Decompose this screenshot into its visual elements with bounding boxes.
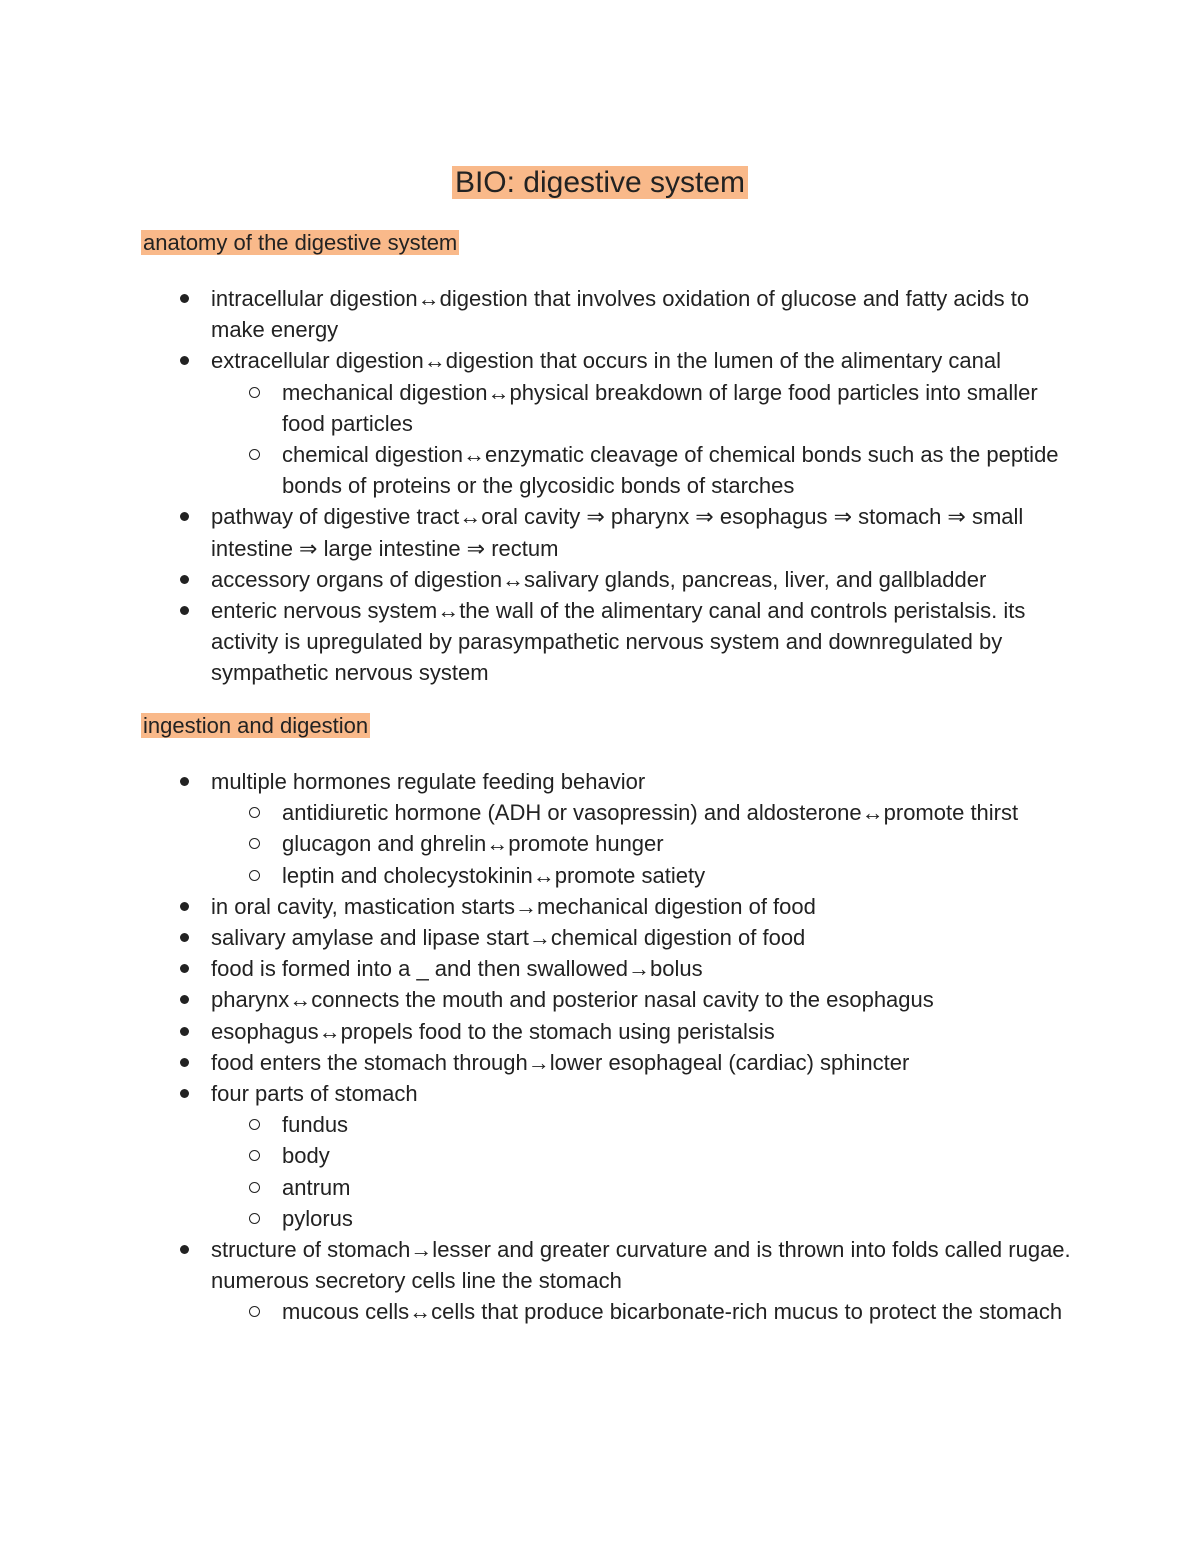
- bullet-icon: [180, 1027, 189, 1036]
- hollow-bullet-icon: [249, 807, 260, 818]
- list-item: [0, 564, 1071, 595]
- bullet-icon: [180, 294, 189, 303]
- sub-list-item: [0, 797, 1072, 828]
- list-item-text: intracellular digestion↔digestion that involves oxidation of glucose and fatty acids to make energy: [211, 286, 1030, 343]
- list-item-text: pathway of digestive tract↔oral cavity ⇒ pharynx ⇒ esophagus ⇒ stomach ⇒ small intestine ⇒ large intestine ⇒ rectum: [211, 504, 1024, 561]
- bullet-icon: [180, 1245, 189, 1254]
- list-item-text: esophagus↔propels food to the stomach using peristalsis: [211, 1018, 775, 1044]
- hollow-bullet-icon: [249, 1150, 260, 1161]
- section-heading-text: ingestion and digestion: [143, 713, 369, 738]
- list-item-text: enteric nervous system↔the wall of the alimentary canal and controls peristalsis. its activity is upregulated by parasympathetic nervous system and downregulated by sympathetic nervous system: [211, 598, 1026, 686]
- section-heading-anatomy: [141, 228, 459, 258]
- list-item-text: multiple hormones regulate feeding behavior: [211, 769, 646, 794]
- list-item: [0, 891, 1071, 922]
- section-list-ingestion: [0, 766, 1200, 1328]
- list-item: [0, 595, 1071, 689]
- list-item-text: salivary amylase and lipase start→chemical digestion of food: [211, 925, 806, 951]
- hollow-bullet-icon: [249, 838, 260, 849]
- sub-list-item: [0, 1109, 1072, 1140]
- section-heading-text: anatomy of the digestive system: [143, 230, 458, 255]
- list-item: [0, 1234, 1071, 1296]
- list-item-text: antrum: [282, 1174, 351, 1200]
- list-item-text: pylorus: [282, 1205, 353, 1231]
- list-item-text: four parts of stomach: [211, 1081, 418, 1107]
- sub-list-item: [0, 1296, 1072, 1327]
- list-item-text: pharynx↔connects the mouth and posterior nasal cavity to the esophagus: [211, 987, 934, 1013]
- sub-list-item: [0, 860, 1072, 891]
- hollow-bullet-icon: [249, 449, 260, 460]
- sub-list-item: [0, 1172, 1072, 1203]
- list-item-text: antidiuretic hormone (ADH or vasopressin) and aldosterone↔promote thirst: [282, 800, 1019, 826]
- bullet-icon: [180, 575, 189, 584]
- list-item: [0, 922, 1071, 953]
- list-item: [0, 1047, 1071, 1078]
- list-item: [0, 984, 1071, 1015]
- list-item: [0, 1016, 1071, 1047]
- bullet-icon: [180, 964, 189, 973]
- list-item-text: glucagon and ghrelin↔promote hunger: [282, 831, 664, 857]
- hollow-bullet-icon: [249, 1213, 260, 1224]
- list-item-text: fundus: [282, 1112, 349, 1138]
- list-item-text: in oral cavity, mastication starts→mechanical digestion of food: [211, 893, 816, 919]
- list-item-text: leptin and cholecystokinin↔promote satiety: [282, 862, 706, 888]
- section-heading-ingestion: [141, 711, 370, 741]
- bullet-icon: [180, 902, 189, 911]
- hollow-bullet-icon: [249, 870, 260, 881]
- list-item-text: mechanical digestion↔physical breakdown of large food particles into smaller food particles: [282, 379, 1038, 436]
- list-item-text: food is formed into a _ and then swallowed→bolus: [211, 956, 703, 982]
- list-item: [0, 283, 1071, 345]
- sub-list-item: [0, 1140, 1072, 1171]
- bullet-icon: [180, 1058, 189, 1067]
- sub-list-item: [0, 439, 1072, 501]
- hollow-bullet-icon: [249, 1182, 260, 1193]
- bullet-icon: [180, 356, 189, 365]
- list-item-text: chemical digestion↔enzymatic cleavage of chemical bonds such as the peptide bonds of proteins or the glycosidic bonds of starches: [282, 442, 1059, 499]
- document-title-text: BIO: digestive system: [452, 166, 748, 199]
- list-item-text: body: [282, 1143, 330, 1169]
- bullet-icon: [180, 777, 189, 786]
- sub-list-item: [0, 1203, 1072, 1234]
- bullet-icon: [180, 606, 189, 615]
- sub-list-item: [0, 828, 1072, 859]
- list-item-text: extracellular digestion↔digestion that occurs in the lumen of the alimentary canal: [211, 348, 1001, 374]
- list-item-text: mucous cells↔cells that produce bicarbonate-rich mucus to protect the stomach: [282, 1299, 1063, 1325]
- list-item: [0, 345, 1071, 376]
- section-list-anatomy: [0, 283, 1200, 689]
- hollow-bullet-icon: [249, 1119, 260, 1130]
- bullet-icon: [180, 933, 189, 942]
- hollow-bullet-icon: [249, 1306, 260, 1317]
- bullet-icon: [180, 995, 189, 1004]
- list-item: [0, 501, 1071, 563]
- hollow-bullet-icon: [249, 387, 260, 398]
- bullet-icon: [180, 512, 189, 521]
- list-item: [0, 953, 1071, 984]
- list-item: [0, 766, 1071, 797]
- bullet-icon: [180, 1089, 189, 1098]
- list-item-text: accessory organs of digestion↔salivary glands, pancreas, liver, and gallbladder: [211, 566, 987, 592]
- sub-list-item: [0, 377, 1072, 439]
- list-item-text: food enters the stomach through→lower esophageal (cardiac) sphincter: [211, 1049, 910, 1075]
- list-item-text: structure of stomach→lesser and greater curvature and is thrown into folds called rugae. numerous secretory cells line the stomach: [211, 1237, 1071, 1294]
- document-title: [0, 164, 1200, 202]
- list-item: [0, 1078, 1071, 1109]
